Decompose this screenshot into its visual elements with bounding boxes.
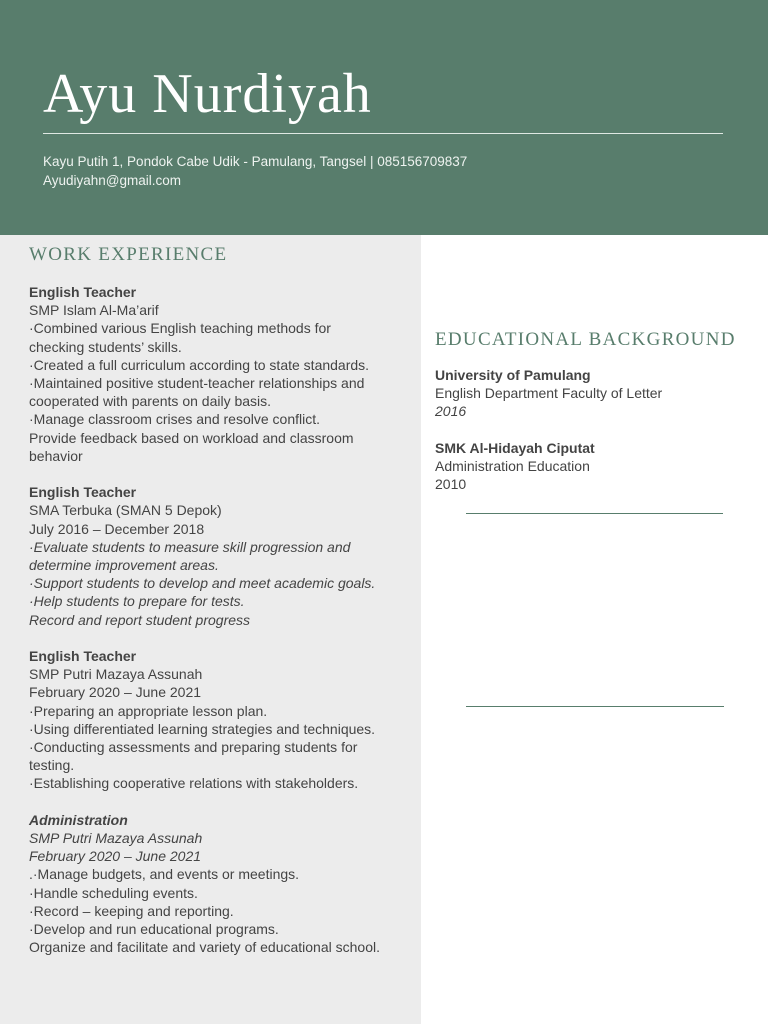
job-role: English Teacher [29, 648, 137, 665]
contact-email: Ayudiyahn@gmail.com [43, 172, 182, 188]
job-duty: Provide feedback based on workload and classroom behavior [29, 429, 354, 464]
job-duty: ·Manage classroom crises and resolve conflict. [29, 411, 321, 428]
job-entry [29, 811, 389, 957]
job-organization: SMP Islam Al-Ma’arif [29, 302, 159, 319]
job-organization: SMP Putri Mazaya Assunah [29, 666, 203, 683]
contact-address-phone: Kayu Putih 1, Pondok Cabe Udik - Pamulang, Tangsel | 085156709837 [43, 154, 468, 169]
header-banner [0, 0, 768, 235]
study-program: English Department Faculty of Letter [435, 385, 663, 402]
job-dates: July 2016 – December 2018 [29, 520, 205, 537]
school-name: University of Pamulang [435, 367, 591, 383]
contact-info [43, 153, 467, 190]
job-duty: ·Evaluate students to measure skill progression and determine improvement areas. [29, 538, 351, 574]
job-duty: ·Help students to prepare for tests. [29, 593, 245, 610]
education-entry [435, 366, 755, 421]
job-duty: ·Combined various English teaching methods for checking students’ skills. [29, 320, 331, 355]
job-duty: ·Preparing an appropriate lesson plan. [29, 702, 268, 719]
job-duty: Organize and facilitate and variety of educational school. [29, 939, 380, 956]
job-role: English Teacher [29, 484, 137, 501]
job-entry [29, 483, 389, 629]
study-program: Administration Education [435, 458, 590, 474]
school-name: SMK Al-Hidayah Ciputat [435, 439, 595, 456]
job-entry [29, 647, 389, 793]
job-duty: ·Record – keeping and reporting. [29, 902, 234, 919]
education-list [435, 366, 755, 493]
job-duty: ·Conducting assessments and preparing students for testing. [29, 739, 358, 774]
job-duty: ·Created a full curriculum according to state standards. [29, 356, 370, 373]
job-role: English Teacher [29, 284, 137, 300]
header-divider [43, 133, 723, 134]
work-experience-list [29, 283, 389, 956]
job-duty: .·Manage budgets, and events or meetings. [29, 866, 300, 883]
job-duty: ·Maintained positive student-teacher relationships and cooperated with parents on daily basis. [29, 375, 365, 410]
section-divider [466, 513, 723, 514]
education-heading: EDUCATIONAL BACKGROUND [435, 329, 736, 350]
job-dates: February 2020 – June 2021 [29, 684, 202, 701]
job-duty: ·Using differentiated learning strategies and techniques. [29, 720, 376, 737]
job-duty: ·Handle scheduling events. [29, 884, 198, 901]
graduation-year: 2010 [435, 476, 467, 493]
job-duty: ·Support students to develop and meet academic goals. [29, 575, 376, 592]
graduation-year: 2016 [435, 403, 467, 420]
job-duty: Record and report student progress [29, 611, 251, 628]
job-dates: February 2020 – June 2021 [29, 848, 202, 865]
job-organization: SMA Terbuka (SMAN 5 Depok) [29, 502, 222, 519]
job-entry [29, 283, 389, 465]
candidate-name: Ayu Nurdiyah [43, 63, 372, 125]
section-divider [466, 706, 724, 707]
job-duty: ·Establishing cooperative relations with stakeholders. [29, 775, 359, 792]
job-organization: SMP Putri Mazaya Assunah [29, 830, 203, 847]
job-role: Administration [29, 811, 128, 828]
job-duty: ·Develop and run educational programs. [29, 921, 279, 938]
work-experience-heading: WORK EXPERIENCE [29, 244, 228, 265]
education-entry [435, 439, 755, 494]
